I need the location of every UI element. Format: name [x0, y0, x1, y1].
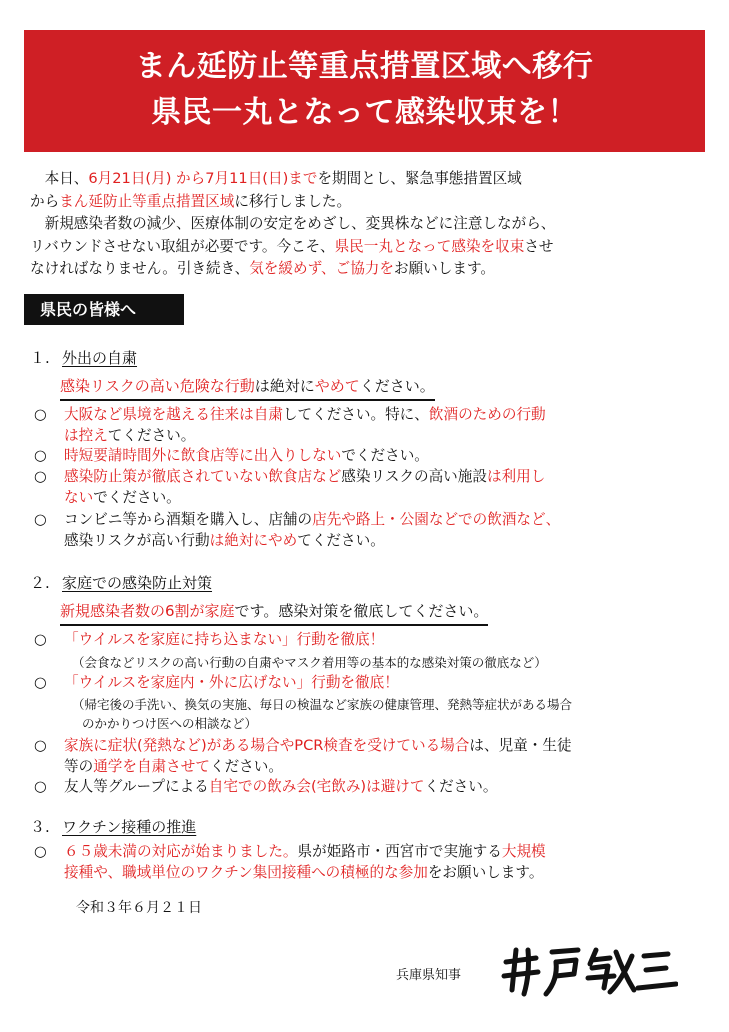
- bullet-icon: ○: [34, 468, 47, 485]
- item-emphasis: は絶対にやめ: [209, 531, 298, 549]
- item-emphasis: は利用し: [486, 468, 546, 485]
- item-text: 感染リスクが高い行動: [64, 531, 210, 549]
- intro-text: を期間とし、緊急事態措置区域: [317, 170, 522, 187]
- intro-paragraph: [30, 168, 702, 281]
- intro-text: 本日、: [30, 170, 89, 187]
- item-emphasis: 「ウイルスを家庭内・外に広げない」行動を徹底！: [64, 674, 399, 691]
- bullet-icon: ○: [34, 511, 47, 528]
- section-1-lead: [60, 376, 435, 401]
- item-text: は、児童・生徒: [469, 737, 572, 754]
- item-emphasis: 「ウイルスを家庭に持ち込まない」行動を徹底！: [64, 631, 385, 648]
- item-text: でください。: [341, 447, 429, 464]
- item-text: 感染リスクの高い施設: [341, 468, 487, 485]
- section-2-lead: [60, 601, 488, 626]
- headline-line-1: まん延防止等重点措置区域へ移行: [135, 49, 594, 84]
- list-item: [34, 405, 546, 446]
- bullet-icon: ○: [34, 406, 47, 423]
- list-item: [34, 777, 497, 798]
- bullet-icon: ○: [34, 737, 47, 754]
- lead-emphasis: 感染リスクの高い危険な行動: [60, 377, 255, 395]
- bullet-icon: ○: [34, 631, 47, 648]
- item-emphasis: 時短要請時間外に: [64, 447, 181, 464]
- item-emphasis: 接種や、職域単位のワクチン集団接種への積極的な参加: [64, 863, 428, 881]
- list-item: [34, 630, 384, 651]
- intro-text: 新規感染者数の減少、医療体制の安定をめざし、変異株などに注意しながら、: [30, 215, 556, 232]
- issue-date: 令和３年６月２１日: [76, 900, 202, 916]
- list-item: [34, 842, 546, 883]
- bullet-icon: ○: [34, 778, 47, 795]
- section-number: １.: [30, 349, 50, 367]
- item-text: でください。: [93, 488, 181, 506]
- item-text: をお願いします。: [427, 863, 544, 881]
- item-text: 友人等グループによる: [64, 778, 209, 795]
- item-text: てください。: [297, 531, 385, 549]
- intro-emphasis: 県民一丸となって感染を収束: [334, 237, 525, 255]
- item-text: てください。: [107, 426, 196, 444]
- section-title: ワクチン接種の推進: [62, 818, 197, 836]
- item-note: （会食などリスクの高い行動の自粛やマスク着用等の基本的な感染対策の徹底など）: [72, 655, 547, 670]
- lead-text: ください。: [359, 377, 435, 395]
- headline-line-2: 県民一丸となって感染収束を！: [151, 95, 578, 130]
- item-text: ください。: [209, 757, 283, 775]
- item-text: してください。特に、: [282, 406, 429, 423]
- item-emphasis: 大規模: [501, 843, 546, 860]
- item-emphasis: 自宅での飲み会(宅飲み)は避けて: [208, 778, 425, 795]
- section-title: 外出の自粛: [62, 349, 138, 367]
- section-number: ２.: [30, 574, 50, 592]
- item-emphasis: は控え: [64, 426, 108, 444]
- headline-banner: [24, 30, 705, 152]
- bullet-icon: ○: [34, 843, 47, 860]
- intro-text: させ: [524, 237, 554, 255]
- signature-image: [498, 944, 678, 1000]
- intro-emphasis: 気を緩めず、ご協力を: [249, 260, 394, 277]
- item-emphasis: PCR検査を受けている場合: [294, 737, 470, 754]
- item-emphasis: 通学を自粛させて: [93, 757, 210, 775]
- section-1-heading: [30, 348, 137, 368]
- item-text: 等の: [64, 757, 94, 775]
- list-item: [34, 467, 545, 508]
- item-text: コンビニ等から酒類を購入し、店舗の: [64, 511, 313, 528]
- section-tag: 県民の皆様へ: [24, 294, 184, 325]
- intro-text: なければなりません。引き続き、: [30, 260, 250, 277]
- intro-text: に移行しました。: [234, 192, 352, 210]
- item-text: ください。: [424, 778, 498, 795]
- item-emphasis: 感染防止策が徹底されていない飲食店など: [64, 468, 342, 485]
- item-text: 県が姫路市・西宮市で実施する: [297, 843, 502, 860]
- item-emphasis: ない: [64, 488, 94, 506]
- item-emphasis: 店先や路上・公園などでの飲酒など、: [312, 511, 561, 528]
- lead-text: です。感染対策を徹底してください。: [234, 602, 489, 620]
- lead-emphasis: 新規感染者数の6割が家庭: [60, 602, 235, 620]
- item-emphasis: 家族に症状(発熱など)がある場合や: [64, 737, 295, 754]
- item-emphasis: 飲酒のための行動: [428, 406, 546, 423]
- intro-text: リバウンドさせない取組が必要です。今こそ、: [30, 237, 335, 255]
- bullet-icon: ○: [34, 674, 47, 691]
- section-2-heading: [30, 573, 212, 593]
- item-note: のかかりつけ医への相談など）: [82, 716, 258, 731]
- item-emphasis: 飲食店等に出入りしない: [180, 447, 342, 464]
- item-note: （帰宅後の手洗い、換気の実施、毎日の検温など家族の健康管理、発熱等症状がある場合: [72, 697, 573, 712]
- intro-measure: まん延防止等重点措置区域: [59, 192, 235, 210]
- section-title: 家庭での感染防止対策: [62, 574, 213, 592]
- item-emphasis: ６５歳未満の対応が始まりました。: [64, 843, 298, 860]
- list-item: [34, 736, 572, 777]
- section-3-heading: [30, 817, 196, 837]
- section-number: ３.: [30, 818, 50, 836]
- list-item: [34, 446, 429, 467]
- bullet-icon: ○: [34, 447, 47, 464]
- lead-text: は絶対に: [254, 377, 315, 395]
- list-item: [34, 673, 399, 694]
- intro-text: から: [30, 192, 60, 210]
- intro-period: 6月21日(月) から7月11日(日)まで: [88, 170, 318, 187]
- lead-emphasis: やめて: [314, 377, 360, 395]
- item-emphasis: 大阪など県境を越える往来は自粛: [64, 406, 283, 423]
- intro-text: お願いします。: [393, 260, 495, 277]
- list-item: [34, 510, 560, 551]
- governor-title: 兵庫県知事: [396, 968, 462, 983]
